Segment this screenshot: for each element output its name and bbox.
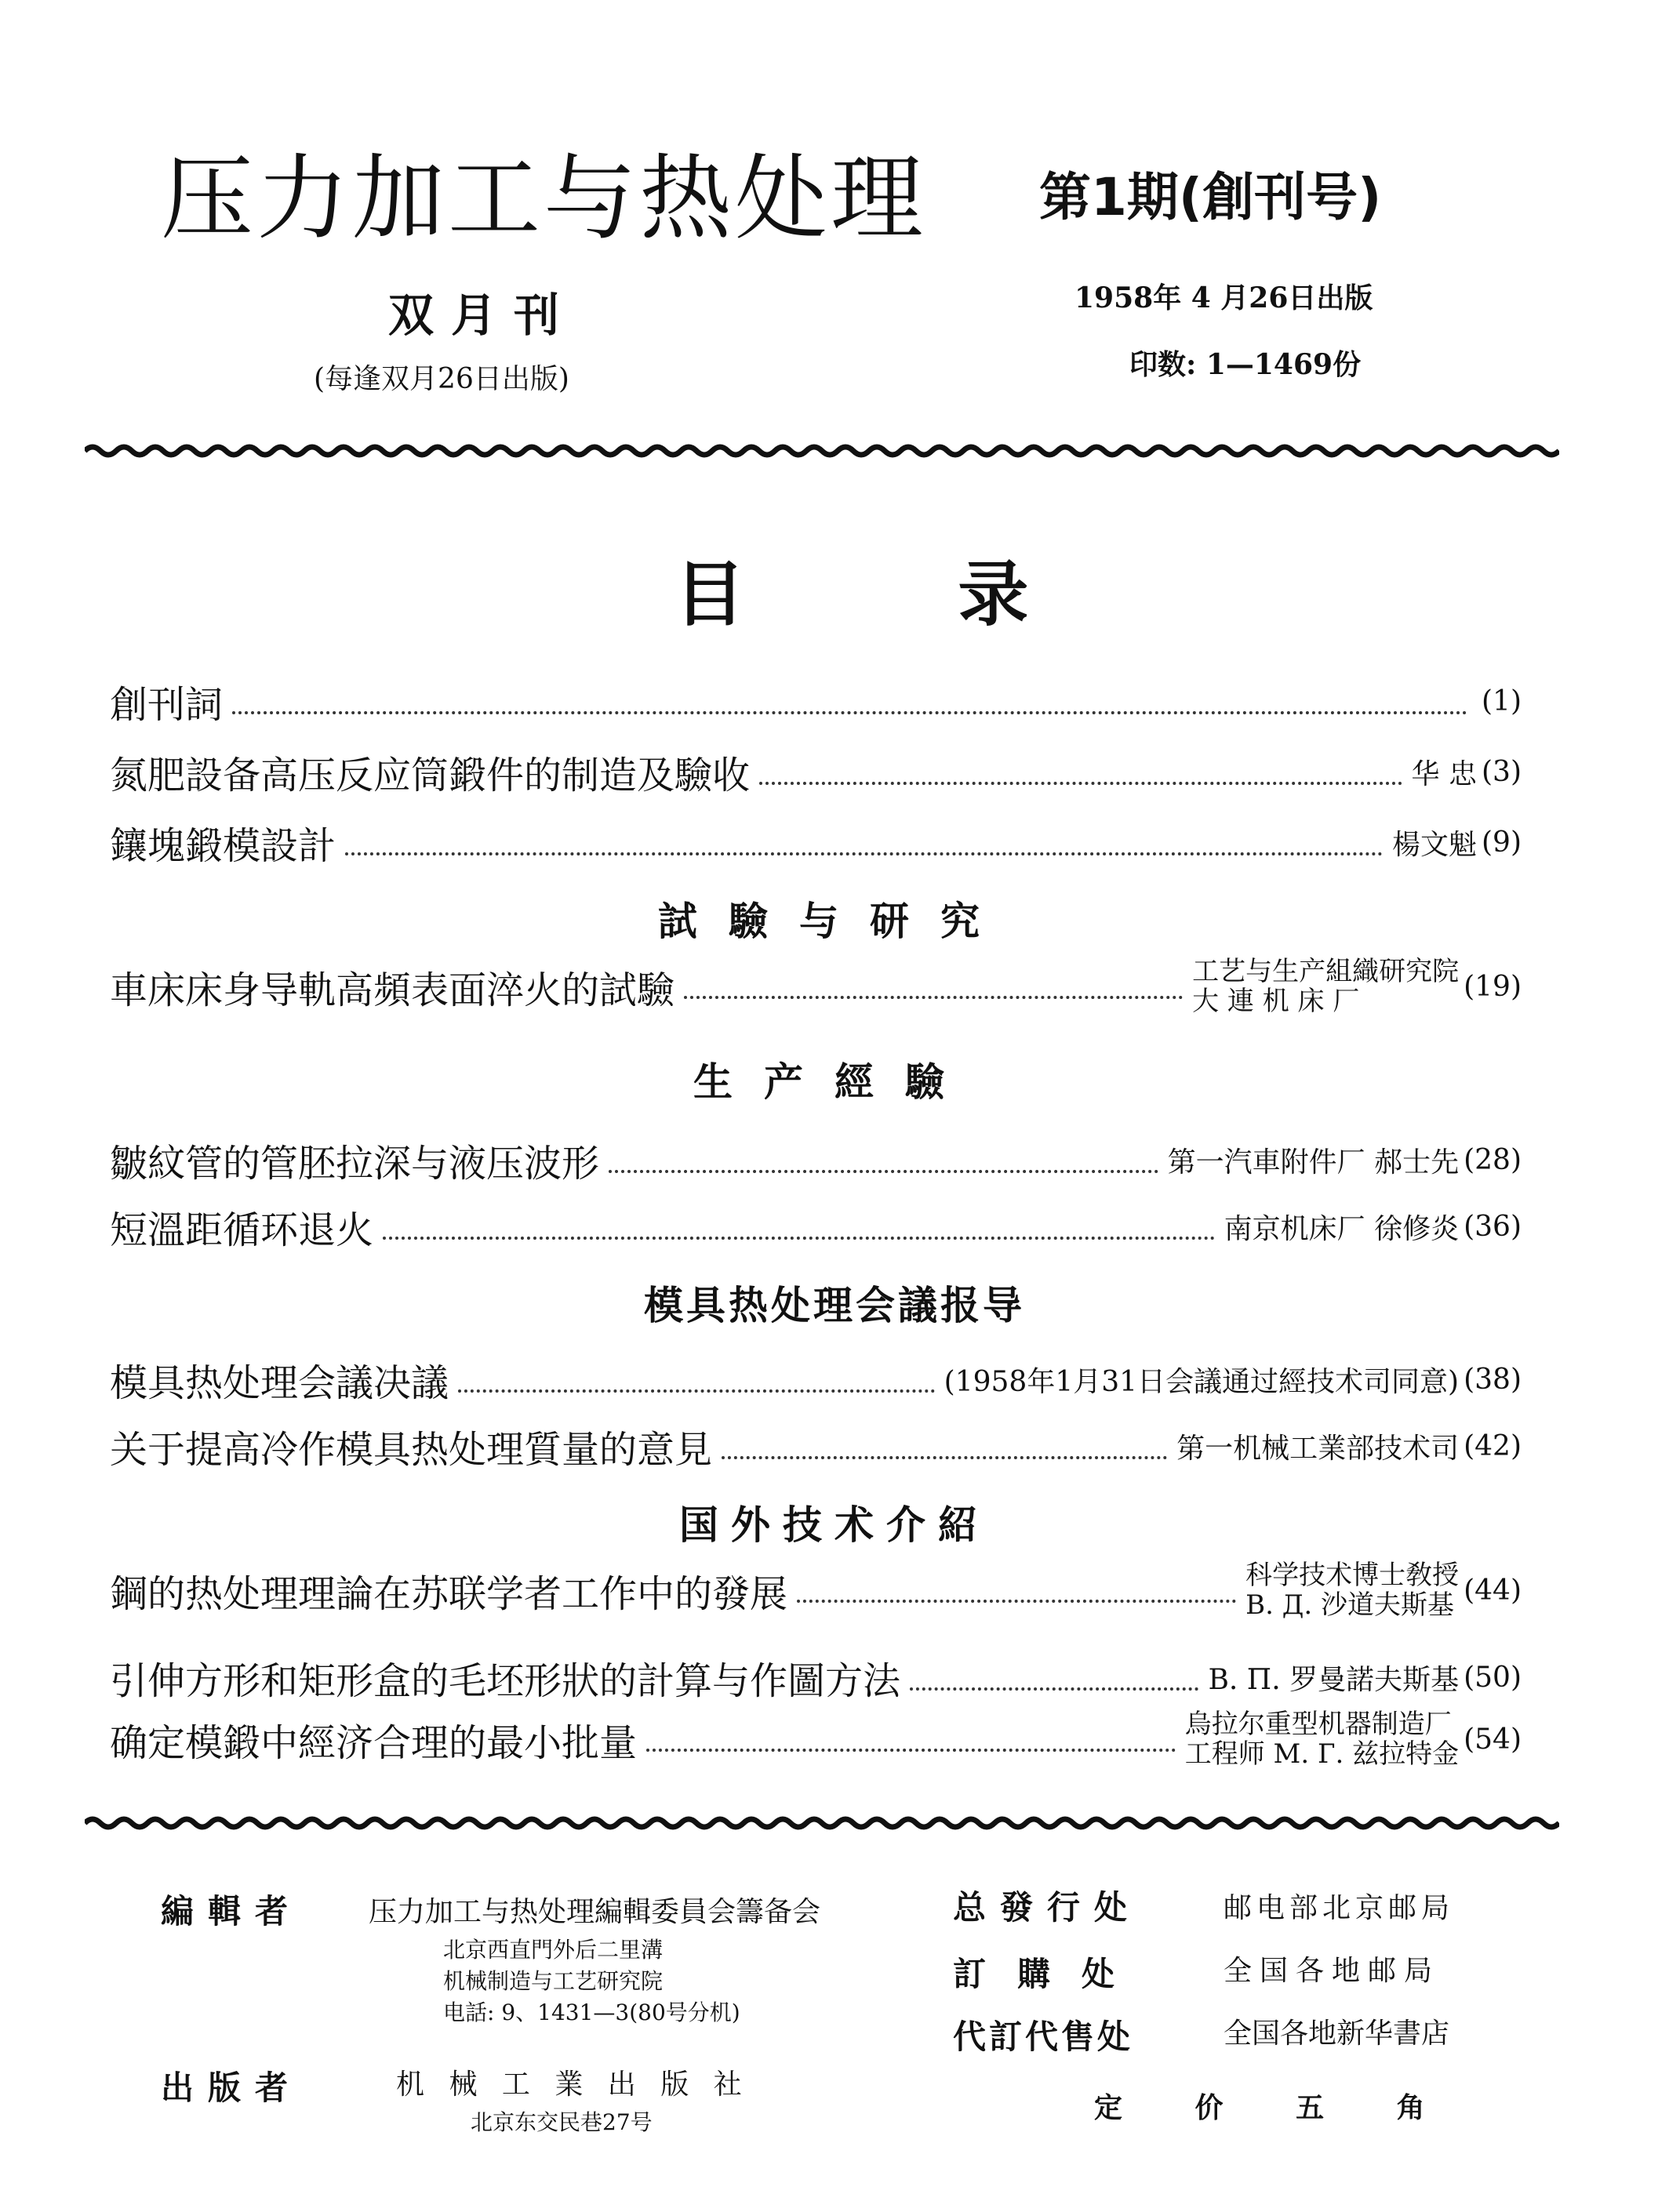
entry-page: (54) (1464, 1723, 1522, 1756)
agent-label: 代訂代售处 (953, 2018, 1134, 2056)
entry-author (1185, 1709, 1459, 1769)
entry-title: 鋼的热处理理論在苏联学者工作中的發展 (110, 1571, 788, 1616)
entry-author-line: В. Д. 沙道夫斯基 (1245, 1589, 1454, 1621)
leader-dots (797, 1600, 1236, 1603)
footer-divider (85, 1811, 1559, 1835)
leader-dots (609, 1170, 1158, 1173)
journal-title: 压力加工与热处理 (161, 144, 927, 252)
entry-author (1245, 1560, 1459, 1620)
toc-entry (110, 1419, 1522, 1473)
entry-page: (36) (1464, 1211, 1522, 1243)
entry-page: (42) (1464, 1430, 1522, 1462)
entry-title: 短溫距循环退火 (110, 1208, 374, 1252)
entry-title: 創刊詞 (110, 683, 224, 727)
section-heading-production: 生产經驗 (693, 1059, 976, 1105)
leader-dots (646, 1749, 1176, 1752)
toc-entry (110, 815, 1522, 870)
entry-author: (1958年1月31日会議通过經技术司同意) (944, 1366, 1460, 1398)
issue-number: 第1期(創刊号) (1039, 167, 1382, 227)
leader-dots (722, 1456, 1167, 1459)
publisher-label: 出版者 (161, 2069, 303, 2107)
section-heading-conference: 模具热处理会議报导 (644, 1283, 1025, 1328)
print-run: 印数: 1—1469份 (1129, 348, 1362, 381)
entry-page: (44) (1464, 1574, 1522, 1607)
entry-author-line: 科学技术博士敎授 (1245, 1560, 1460, 1591)
toc-entry (110, 1200, 1522, 1254)
toc-entry (110, 1560, 1522, 1620)
entry-author: 第一机械工業部技术司 (1176, 1433, 1460, 1465)
entry-page: (50) (1464, 1662, 1522, 1694)
entry-title: 关于提高冷作模具热处理質量的意見 (110, 1428, 713, 1472)
toc-entry (110, 674, 1522, 728)
publisher-address: 北京东交民巷27号 (471, 2109, 653, 2135)
entry-title: 氮肥設备高压反应筒鍛件的制造及驗收 (110, 754, 751, 797)
leader-dots (759, 782, 1402, 785)
entry-title: 皺紋管的管胚拉深与液压波形 (110, 1142, 600, 1186)
leader-dots (345, 852, 1383, 855)
editor-address-1: 北京西直門外后二里溝 (443, 1937, 664, 1963)
distributor-label: 总發行处 (953, 1888, 1142, 1927)
subscription: 全国各地邮局 (1224, 1955, 1441, 1987)
header-divider (85, 439, 1559, 463)
subscription-label: 訂購处 (953, 1955, 1147, 1993)
agent: 全国各地新华書店 (1224, 2018, 1450, 2050)
entry-title: 模具热处理会議决議 (110, 1361, 449, 1405)
entry-author-line: 工艺与生产組織研究院 (1192, 956, 1460, 987)
entry-page: (19) (1464, 970, 1522, 1003)
entry-author: 楊文魁 (1391, 829, 1477, 861)
entry-author: 华 忠 (1411, 758, 1477, 790)
toc-entry (110, 1651, 1522, 1705)
entry-page: (3) (1482, 756, 1522, 788)
entry-page: (1) (1482, 685, 1522, 717)
publisher-name: 机 械 工 業 出 版 社 (396, 2069, 750, 2101)
toc-entry (110, 1133, 1522, 1187)
entry-title: 引伸方形和矩形盒的毛坯形狀的計算与作圖方法 (110, 1659, 901, 1703)
publish-date: 1958年 4 月26日出版 (1074, 281, 1373, 314)
entry-title: 車床床身导軌高頻表面淬火的試驗 (110, 968, 675, 1012)
toc-entry (110, 957, 1522, 1016)
price: 定 价 五 角 (1094, 2091, 1456, 2124)
leader-dots (232, 711, 1467, 714)
leader-dots (910, 1687, 1198, 1691)
distributor: 邮电部北京邮局 (1224, 1892, 1455, 1924)
entry-author: 南京机床厂 徐修炎 (1224, 1213, 1460, 1245)
entry-author: 第一汽車附件厂 郝士先 (1167, 1146, 1460, 1179)
entry-page: (9) (1482, 826, 1522, 859)
leader-dots (458, 1389, 935, 1393)
toc-title: 目 录 (675, 554, 1123, 636)
entry-page: (38) (1464, 1364, 1522, 1396)
toc-entry (110, 1353, 1522, 1407)
entry-author-line: 工程师 М. Г. 兹拉特金 (1184, 1738, 1460, 1770)
frequency-note: (每逢双月26日出版) (314, 363, 569, 395)
publication-frequency: 双月刊 (388, 289, 577, 342)
toc-entry (110, 745, 1522, 799)
editor-label: 編輯者 (161, 1892, 303, 1931)
editor-name: 压力加工与热处理編輯委員会籌备会 (369, 1896, 821, 1928)
entry-author-line: 烏拉尔重型机器制造厂 (1184, 1709, 1452, 1740)
leader-dots (684, 996, 1183, 999)
entry-page: (28) (1464, 1144, 1522, 1176)
entry-author-line: 大 連 机 床 厂 (1192, 986, 1360, 1017)
editor-address-2: 机械制造与工艺研究院 (443, 1968, 664, 1994)
entry-author: В. П. 罗曼諾夫斯基 (1208, 1664, 1460, 1696)
entry-author (1192, 957, 1459, 1016)
leader-dots (383, 1237, 1215, 1240)
section-heading-foreign: 国外技术介紹 (679, 1502, 990, 1548)
editor-phone: 电話: 9、1431—3(80号分机) (443, 2000, 740, 2025)
section-heading-research: 試驗与研究 (658, 899, 1011, 944)
toc-entry (110, 1709, 1522, 1769)
entry-title: 鑲塊鍛模設計 (110, 824, 336, 868)
entry-title: 确定模鍛中經济合理的最小批量 (110, 1720, 638, 1765)
